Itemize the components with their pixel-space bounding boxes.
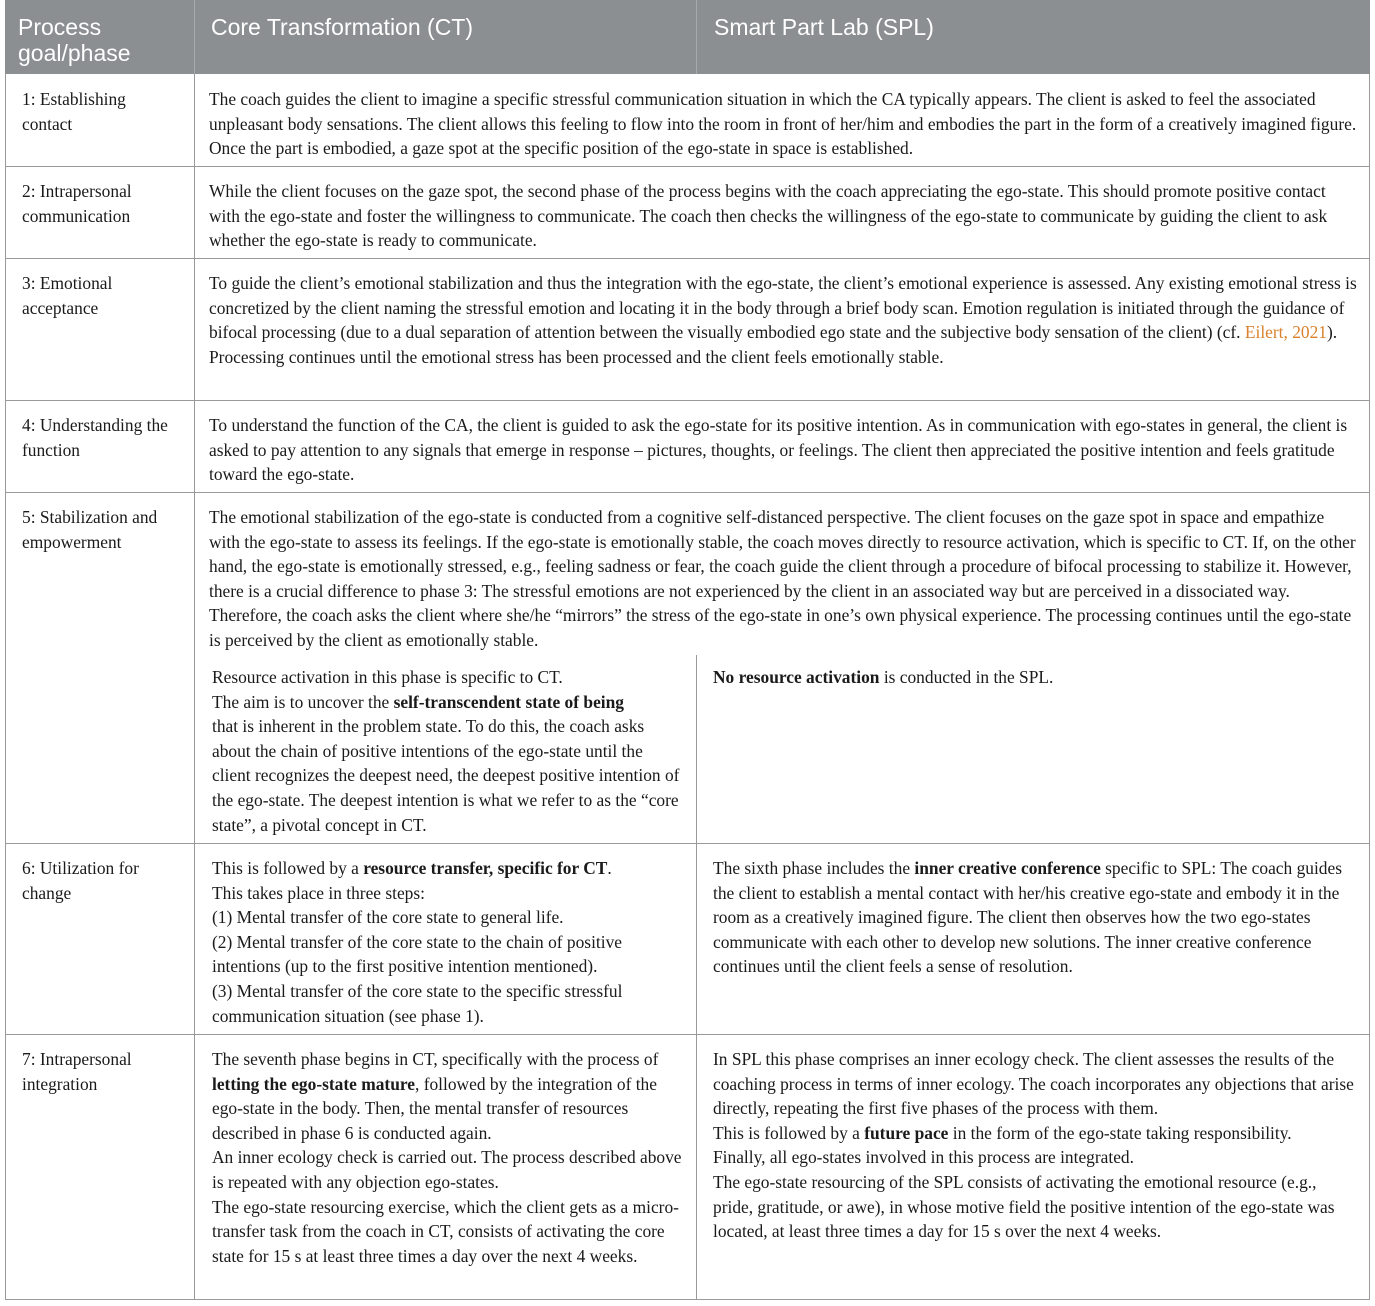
phase-label: 6: Utilization for change [22,858,139,903]
header-core-transformation: Core Transformation (CT) [211,14,474,40]
phase-label: 1: Establishing contact [22,89,126,134]
shared-description: To understand the function of the CA, the client is guided to ask the ego-state for its positive intention. As in communication with ego-states in general, the client is asked to pay attention to any signals that emerge in response – pictures, thoughts, or feelings. The client then appreciated the positive intention and feels gratitude toward the ego-state. [209,415,1348,485]
phase-label: 5: Stabilization and empowerment [22,507,158,552]
row-divider [5,166,1370,167]
ct-description: Resource activation in this phase is specific to CT. The aim is to uncover the self-transcendent state of being that is inherent in the problem state. To do this, the coach asks about the chain of positive intentions of the ego-state until the client recognizes the deepest need, the deepest positive intention of the ego-state. The deepest intention is what we refer to as the “core state”, a pivotal concept in CT. [212,667,680,835]
row-divider [5,492,1370,493]
header-divider [696,0,697,74]
row-divider [5,400,1370,401]
phase-label: 2: Intrapersonal communication [22,181,132,226]
ct-description: This is followed by a resource transfer, specific for CT. This takes place in three steps: (1) Mental transfer of the core state to general life. (2) Mental transfer of the core state to the chain of positive intentions (up to the first positive intention mentioned). (3) Mental transfer of the core state to the specific stressful communication situation (see phase 1). [212,858,623,1026]
phase-label: 4: Understanding the function [22,415,168,460]
shared-description: The emotional stabilization of the ego-state is conducted from a cognitive self-distanced perspective. The client focuses on the gaze spot in space and empathize with the ego-state to assess its feelings. If the ego-state is emotionally stable, the coach moves directly to resource activation, which is specific to CT. If, on the other hand, the ego-state is emotionally stressed, e.g., feeling sadness or fear, the coach guide the client through a procedure of bifocal processing to stabilize it. However, there is a crucial difference to phase 3: The stressful emotions are not experienced by the client in an associated way but are perceived in a dissociated way. Therefore, the coach asks the client where she/he “mirrors” the stress of the ego-state in one’s own physical experience. The processing continues until the ego-state is perceived by the client as emotionally stable. [209,507,1356,650]
row-divider [5,1299,1370,1300]
spl-description: The sixth phase includes the inner creative conference specific to SPL: The coach guides the client to establish a mental contact with her/his creative ego-state and embody it in the room as a creatively imagined figure. The client then observes how the two ego-states communicate with each other to develop new solutions. The inner creative conference continues until the client feels a sense of resolution. [713,858,1342,977]
citation-link[interactable]: Eilert, 2021 [1244,322,1327,343]
column-divider [696,655,697,1300]
shared-description: To guide the client’s emotional stabilization and thus the integration with the ego-state, the client’s emotional experience is assessed. Any existing emotional stress is concretized by the client naming the stressful emotion and locating it in the body through a brief body scan. Emotion regulation is initiated through the guidance of bifocal processing (due to a dual separation of attention between the visually embodied ego state and the subjective body sensation of the client) (cf. Eilert, 2021). Processing continues until the emotional stress has been processed and the client feels emotionally stable. [209,273,1357,367]
header-divider [194,0,195,74]
header-smart-part-lab: Smart Part Lab (SPL) [714,14,934,40]
row-divider [5,843,1370,844]
spl-description: In SPL this phase comprises an inner ecology check. The client assesses the results of the coaching process in terms of inner ecology. The coach incorporates any objections that arise directly, repeating the first five phases of the process with them. This is followed by a future pace in the form of the ego-state taking responsibility. Finally, all ego-states involved in this process are integrated. The ego-state resourcing of the SPL consists of activating the emotional resource (e.g., pride, gratitude, or awe), in whose motive field the positive intention of the ego-state was located, at least three times a day for 15 s over the next 4 weeks. [713,1049,1354,1242]
shared-description: The coach guides the client to imagine a specific stressful communication situation in which the CA typically appears. The client is asked to feel the associated unpleasant body sensations. The client allows this feeling to flow into the room in front of her/him and embodies the part in the form of a creatively imagined figure. Once the part is embodied, a gaze spot at the specific position of the ego-state in space is established. [209,89,1357,159]
spl-description: No resource activation is conducted in the SPL. [713,667,1054,687]
table-header [5,0,1370,74]
header-process-phase: Process goal/phase [18,14,131,66]
phase-label: 3: Emotional acceptance [22,273,113,318]
row-divider [5,1034,1370,1035]
shared-description: While the client focuses on the gaze spot, the second phase of the process begins with the coach appreciating the ego-state. This should promote positive contact with the ego-state and foster the willingness to communicate. The coach then checks the willingness of the ego-state to communicate by guiding the client to ask whether the ego-state is ready to communicate. [209,181,1328,251]
phase-label: 7: Intrapersonal integration [22,1049,132,1094]
row-divider [5,258,1370,259]
ct-description: The seventh phase begins in CT, specifically with the process of letting the ego-state mature, followed by the integration of the ego-state in the body. Then, the mental transfer of resources described in phase 6 is conducted again. An inner ecology check is carried out. The process described above is repeated with any objection ego-states. The ego-state resourcing exercise, which the client gets as a micro-transfer task from the coach in CT, consists of activating the core state for 15 s at least three times a day over the next 4 weeks. [212,1049,682,1266]
